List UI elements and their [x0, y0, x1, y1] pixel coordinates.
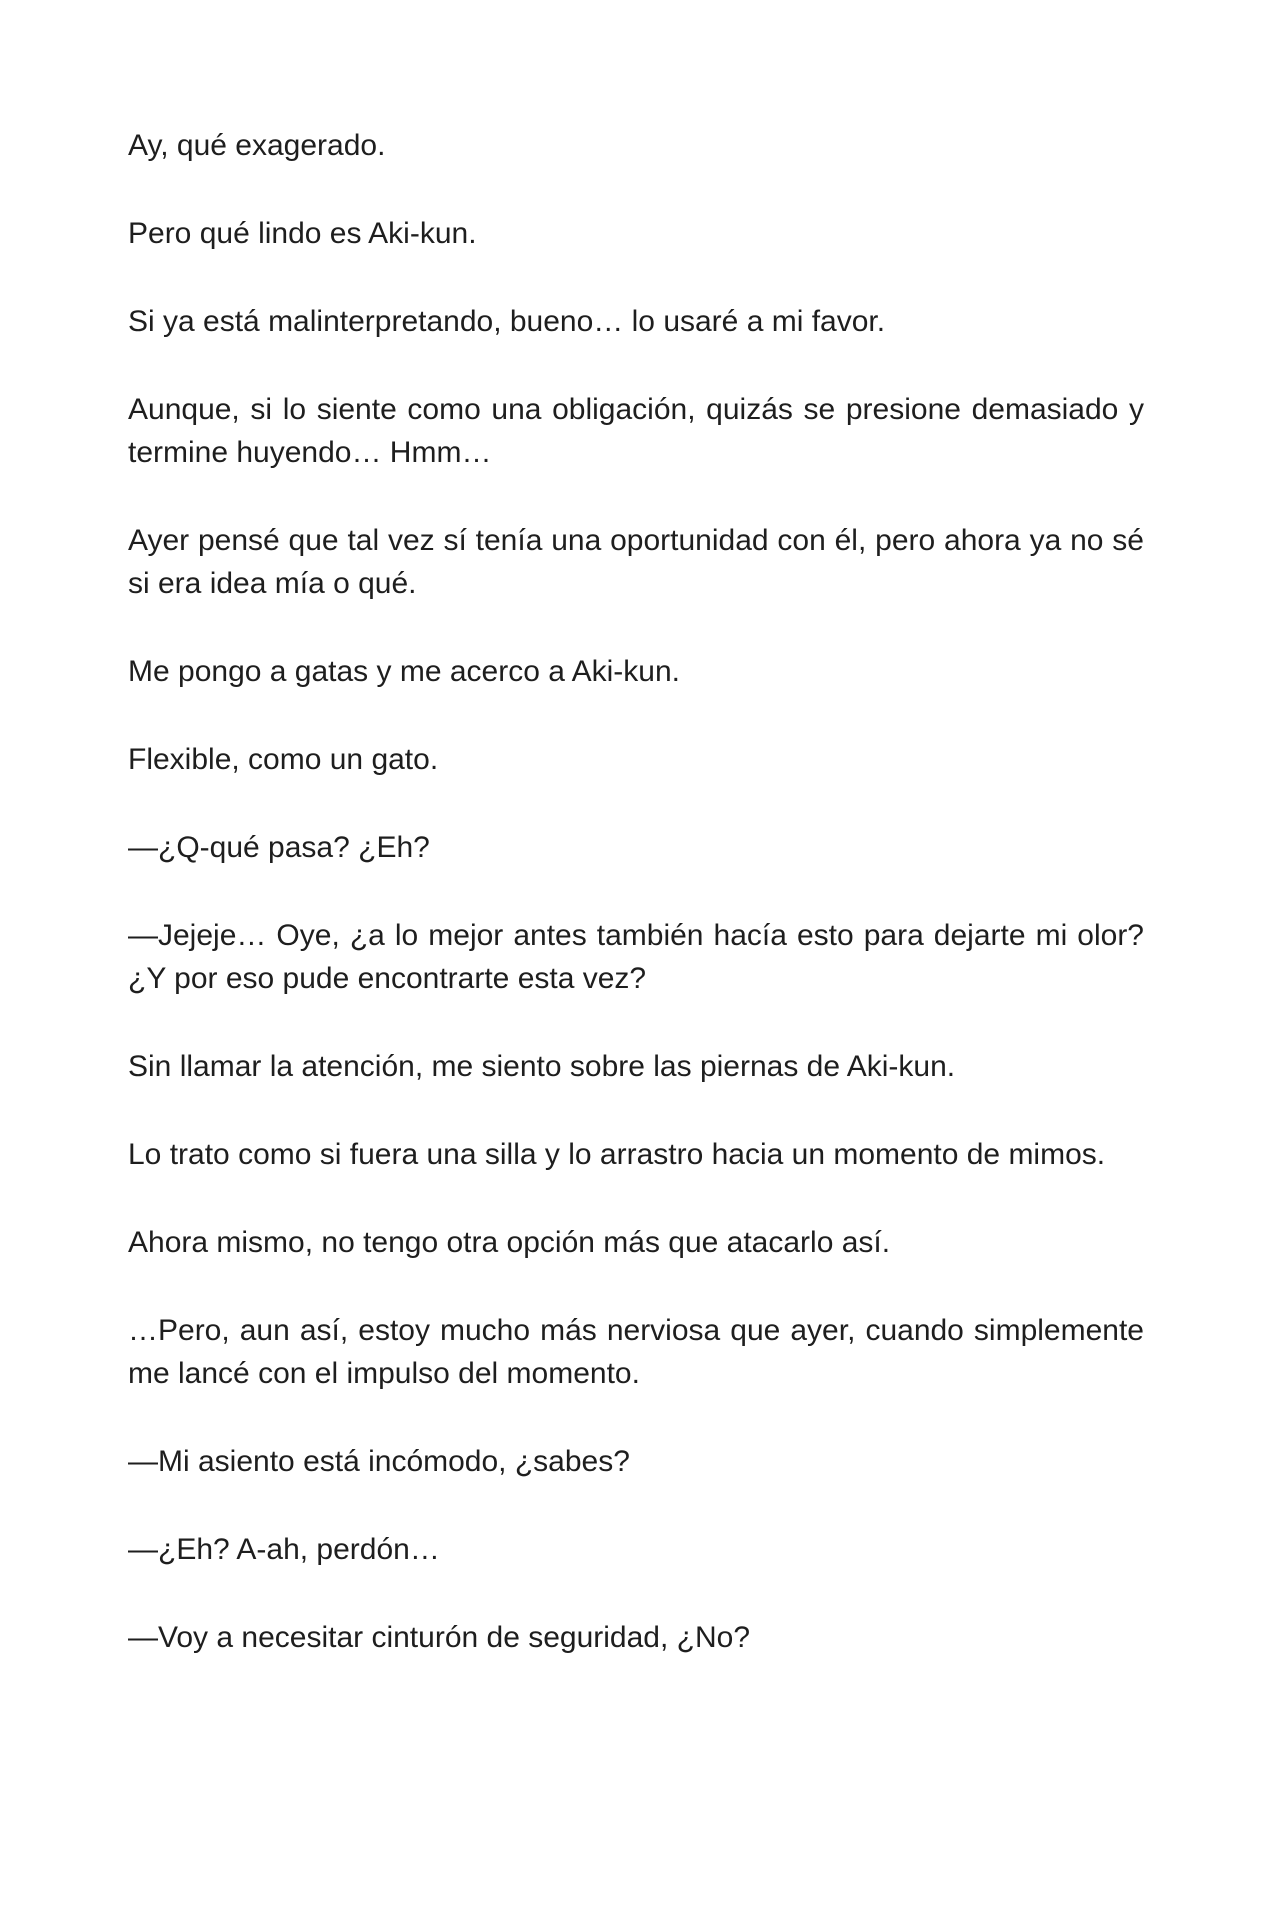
dialogue-line: —¿Eh? A-ah, perdón… — [128, 1533, 440, 1566]
paragraph: Me pongo a gatas y me acerco a Aki-kun. — [128, 655, 680, 688]
paragraph: Flexible, como un gato. — [128, 743, 439, 776]
paragraph: Aunque, si lo siente como una obligación, quizás se presione demasiado y termine huyendo… Hmm… — [128, 393, 1144, 469]
dialogue-line: —Jejeje… Oye, ¿a lo mejor antes también hacía esto para dejarte mi olor? ¿Y por eso pude encontrarte esta vez? — [128, 919, 1144, 995]
paragraph: Ahora mismo, no tengo otra opción más que atacarlo así. — [128, 1226, 891, 1259]
dialogue-line: —Voy a necesitar cinturón de seguridad, ¿No? — [128, 1621, 751, 1654]
paragraph: Pero qué lindo es Aki-kun. — [128, 217, 477, 250]
paragraph: …Pero, aun así, estoy mucho más nerviosa que ayer, cuando simplemente me lancé con el impulso del momento. — [128, 1314, 1144, 1390]
paragraph: Si ya está malinterpretando, bueno… lo usaré a mi favor. — [128, 305, 886, 338]
paragraph: Ayer pensé que tal vez sí tenía una oportunidad con él, pero ahora ya no sé si era idea mía o qué. — [128, 524, 1144, 600]
dialogue-line: —¿Q-qué pasa? ¿Eh? — [128, 831, 430, 864]
paragraph: Sin llamar la atención, me siento sobre las piernas de Aki-kun. — [128, 1050, 956, 1083]
paragraph: Lo trato como si fuera una silla y lo arrastro hacia un momento de mimos. — [128, 1138, 1106, 1171]
document-page — [128, 124, 1144, 1704]
dialogue-line: —Mi asiento está incómodo, ¿sabes? — [128, 1445, 630, 1478]
paragraph: Ay, qué exagerado. — [128, 129, 386, 162]
